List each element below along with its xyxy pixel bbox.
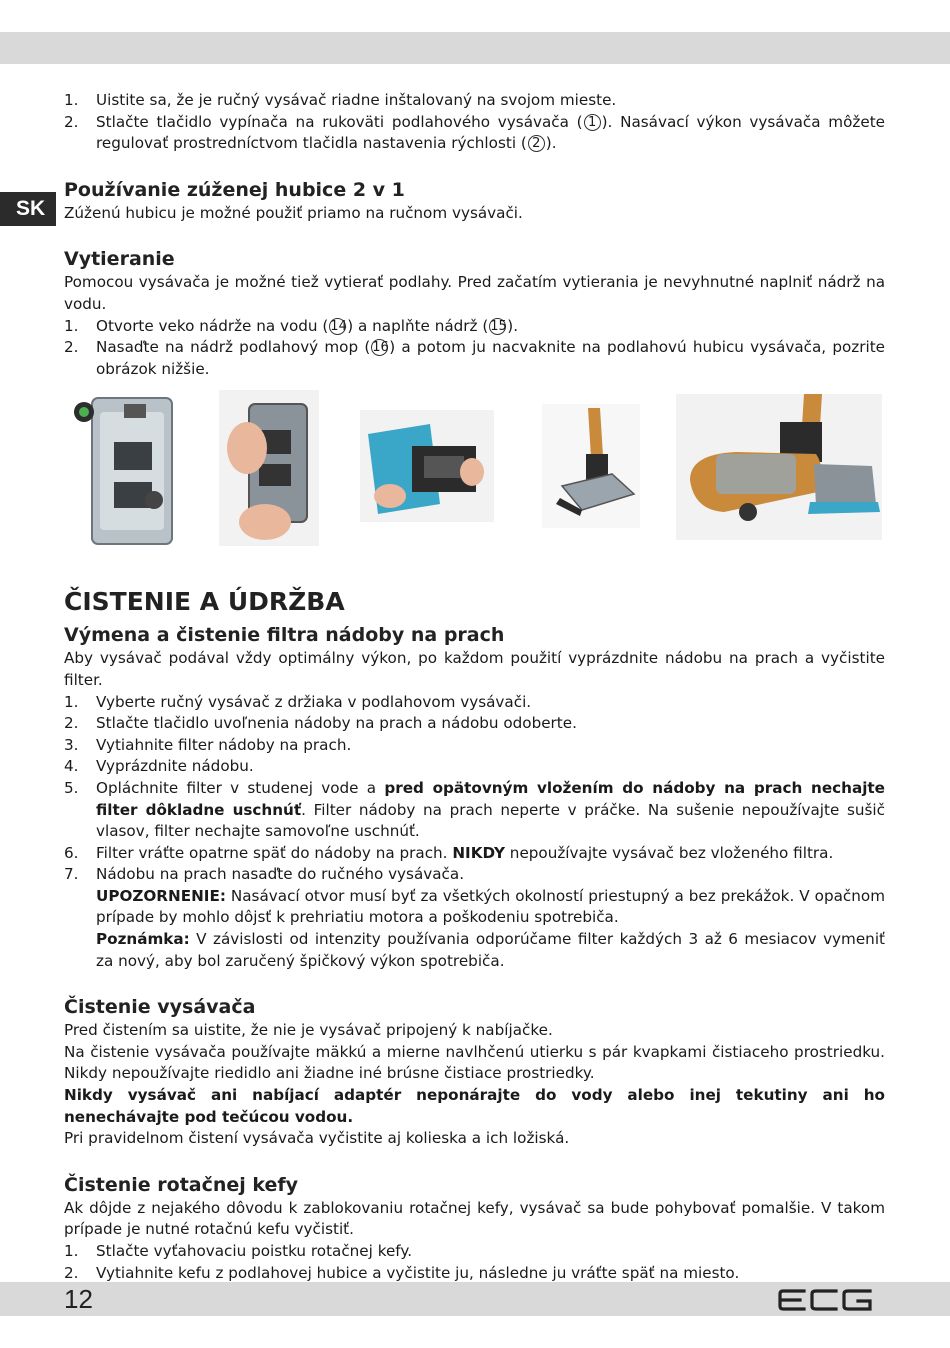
list-item: 3. Vytiahnite filter nádoby na prach. <box>64 735 352 754</box>
brand-text: ECG <box>826 1300 829 1301</box>
brush-list <box>64 1241 885 1284</box>
paragraph: Na čistenie vysávača používajte mäkkú a mierne navlhčenú utierku s pár kvapkami čistiaceho prostriedku. Nikdy nepoužívajte riedidlo ani žiadne iné brúsne čistiace prostriedky. <box>64 1042 885 1083</box>
list-item: 2. Stlačte tlačidlo uvoľnenia nádoby na prach a nádobu odoberte. <box>64 714 577 733</box>
paragraph: Pomocou vysávača je možné tiež vytierať podlahy. Pred začatím vytierania je nevyhnutné naplniť nádrž na vodu. <box>64 273 885 313</box>
list-item: 2. Nasaďte na nádrž podlahový mop ( 16) a potom ju nacvaknite na podlahovú hubicu vysávača, pozrite obrázok nižšie. <box>64 338 885 378</box>
list-item: 4. Vyprázdnite nádobu. <box>64 757 254 776</box>
circled-number: 15 <box>490 318 507 334</box>
list-item: 1. Stlačte vyťahovaciu poistku rotačnej kefy. <box>64 1242 413 1260</box>
top-bar <box>0 32 950 64</box>
section-title-narrow-nozzle: Používanie zúženej hubice 2 v 1 <box>64 178 405 201</box>
main-heading: ČISTENIE A ÚDRŽBA <box>64 587 345 617</box>
mopping-list <box>64 316 885 381</box>
circled-number: 16 <box>372 340 389 356</box>
paragraph: Ak dôjde z nejakého dôvodu k zablokovaniu rotačnej kefy, vysávač sa bude pohybovať pomalšie. V takom prípade je nutné rotačnú kefu vyčistiť. <box>64 1198 885 1239</box>
list-item: 1. Vyberte ručný vysávač z držiaka v podlahovom vysávači. <box>64 692 532 711</box>
paragraph: Aby vysávač podával vždy optimálny výkon, po každom použití vyprázdnite nádobu na prach a vyčistite filter. <box>64 649 885 689</box>
hands-filling-tank-photo <box>219 390 319 546</box>
section-title-brush: Čistenie rotačnej kefy <box>64 1173 299 1196</box>
photo-strip <box>64 390 885 560</box>
mop-attach-photo <box>360 410 494 522</box>
list-item: 6. Filter vráťte opatrne späť do nádoby na prach. NIKDY nepoužívajte vysávač bez vloženého filtra. <box>64 843 834 862</box>
info-note: Poznámka: V závislosti od intenzity používania odporúčame filter každých 3 až 6 mesiacov vymeniť za nový, aby bol zaručený špičkový výkon spotrebiča. <box>96 930 885 970</box>
paragraph: Pri pravidelnom čistení vysávača vyčistite aj kolieska a ich ložiská. <box>64 1129 570 1148</box>
list-item: 7. Nádobu na prach nasaďte do ručného vysávača. UPOZORNENIE: Nasávací otvor musí byť za všetkých okolností priestupný a bez prekážok. V opačnom prípade by mohlo dôjsť k prehriatiu motora a poškodeniu spotrebiča. Poznámka: V závislosti od intenzity používania odporúčame filter každých 3 až 6 mesiacov vymeniť za nový, aby bol zaručený špičkový výkon spotrebiča. <box>64 864 885 972</box>
list-item: 1. Otvorte veko nádrže na vodu ( 14) a naplňte nádrž ( 15). <box>64 316 519 335</box>
section-title-cleaning: Čistenie vysávača <box>64 996 256 1019</box>
page-content <box>64 90 885 1284</box>
list-item: 5. Opláchnite filter v studenej vode a pred opätovným vložením do nádoby na prach nechajte filter dôkladne uschnúť. Filter nádoby na prach neperte v práčke. Na sušenie nepoužívajte sušič vlasov, filter nechajte samovoľne uschnúť. <box>64 778 886 841</box>
vacuum-with-mop-photo <box>676 394 882 540</box>
ecg-logo <box>778 1288 874 1312</box>
list-item: 2. Stlačte tlačidlo vypínača na rukoväti podlahového vysávača ( 1 ). Nasávací výkon vysávača môžete regulovať prostredníctvom tlačidla nastavenia rýchlosti ( 2 ). <box>64 112 885 153</box>
section-title-filter: Výmena a čistenie filtra nádoby na prach <box>64 624 505 647</box>
circled-number: 2 <box>528 135 545 152</box>
water-tank-photo <box>70 390 178 548</box>
paragraph: Zúženú hubicu je možné použiť priamo na ručnom vysávači. <box>64 203 523 222</box>
circled-number: 14 <box>330 318 347 334</box>
paragraph: Nikdy vysávač ani nabíjací adaptér neponárajte do vody alebo inej tekutiny ani ho nenechávajte pod tečúcou vodou. <box>64 1086 885 1126</box>
page-number: 12 <box>64 1284 93 1314</box>
language-tab: SK <box>0 192 56 226</box>
warning-note: UPOZORNENIE: Nasávací otvor musí byť za všetkých okolností priestupný a bez prekážok. V opačnom prípade by mohlo dôjsť k prehriatiu motora a poškodeniu spotrebiča. <box>96 886 885 927</box>
intro-list <box>64 90 885 155</box>
paragraph: Pred čistením sa uistite, že nie je vysávač pripojený k nabíjačke. <box>64 1021 553 1040</box>
vacuum-tilted-photo <box>542 404 640 528</box>
section-title-mopping: Vytieranie <box>64 248 175 271</box>
list-item: 2. Vytiahnite kefu z podlahovej hubice a vyčistite ju, následne ju vráťte späť na miesto. <box>64 1263 740 1282</box>
filter-list <box>64 692 885 973</box>
list-item: 1. Uistite sa, že je ručný vysávač riadne inštalovaný na svojom mieste. <box>64 91 617 109</box>
circled-number: 1 <box>584 114 601 131</box>
